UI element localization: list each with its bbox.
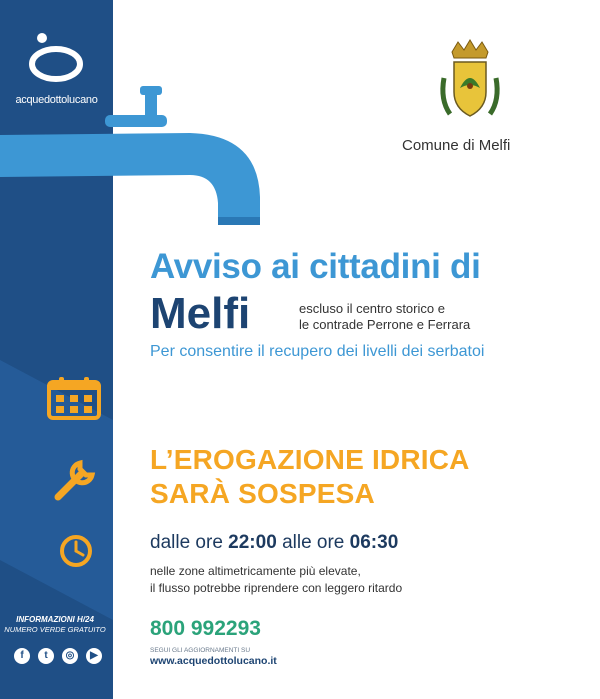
water-tap-icon	[0, 85, 270, 235]
acquedotto-lucano-logo-icon	[26, 30, 86, 84]
headline: Avviso ai cittadini di	[150, 247, 481, 286]
calendar-icon	[46, 376, 102, 420]
instagram-icon[interactable]: ◎	[62, 648, 78, 664]
zones-line-1: nelle zone altimetricamente più elevate,	[150, 564, 361, 578]
exclusion-line-1: escluso il centro storico e	[299, 301, 445, 316]
brand-name: acquedottolucano	[15, 94, 98, 106]
follow-label: SEGUI GLI AGGIORNAMENTI SU	[150, 647, 251, 654]
exclusion-note	[299, 301, 470, 333]
youtube-icon[interactable]: ▶	[86, 648, 102, 664]
facebook-icon[interactable]: f	[14, 648, 30, 664]
schedule	[150, 532, 398, 554]
purpose-text: Per consentire il recupero dei livelli dei serbatoi	[150, 343, 485, 360]
schedule-start-time: 22:00	[228, 532, 277, 553]
info-subtitle: NUMERO VERDE GRATUITO	[4, 625, 106, 634]
info-title: INFORMAZIONI H/24	[16, 615, 94, 624]
zones-line-2: il flusso potrebbe riprendere con leggero ritardo	[150, 581, 403, 595]
schedule-end-time: 06:30	[349, 532, 399, 553]
phone-number[interactable]: 800 992293	[150, 617, 261, 640]
wrench-icon	[50, 455, 100, 505]
website-link[interactable]: www.acquedottolucano.it	[150, 655, 277, 667]
exclusion-line-2: le contrade Perrone e Ferrara	[299, 317, 471, 332]
alert-line-1: L’EROGAZIONE IDRICA	[150, 444, 470, 475]
alert-line-2: SARÀ SOSPESA	[150, 478, 375, 509]
schedule-prefix: dalle ore	[150, 532, 223, 553]
twitter-icon[interactable]: t	[38, 648, 54, 664]
zones-note	[150, 563, 402, 597]
municipality-name: Comune di Melfi	[402, 137, 511, 154]
clock-icon	[58, 533, 94, 569]
comune-crest-icon	[436, 38, 504, 130]
city-name: Melfi	[150, 289, 251, 338]
social-links	[14, 648, 102, 664]
schedule-middle: alle ore	[282, 532, 345, 553]
